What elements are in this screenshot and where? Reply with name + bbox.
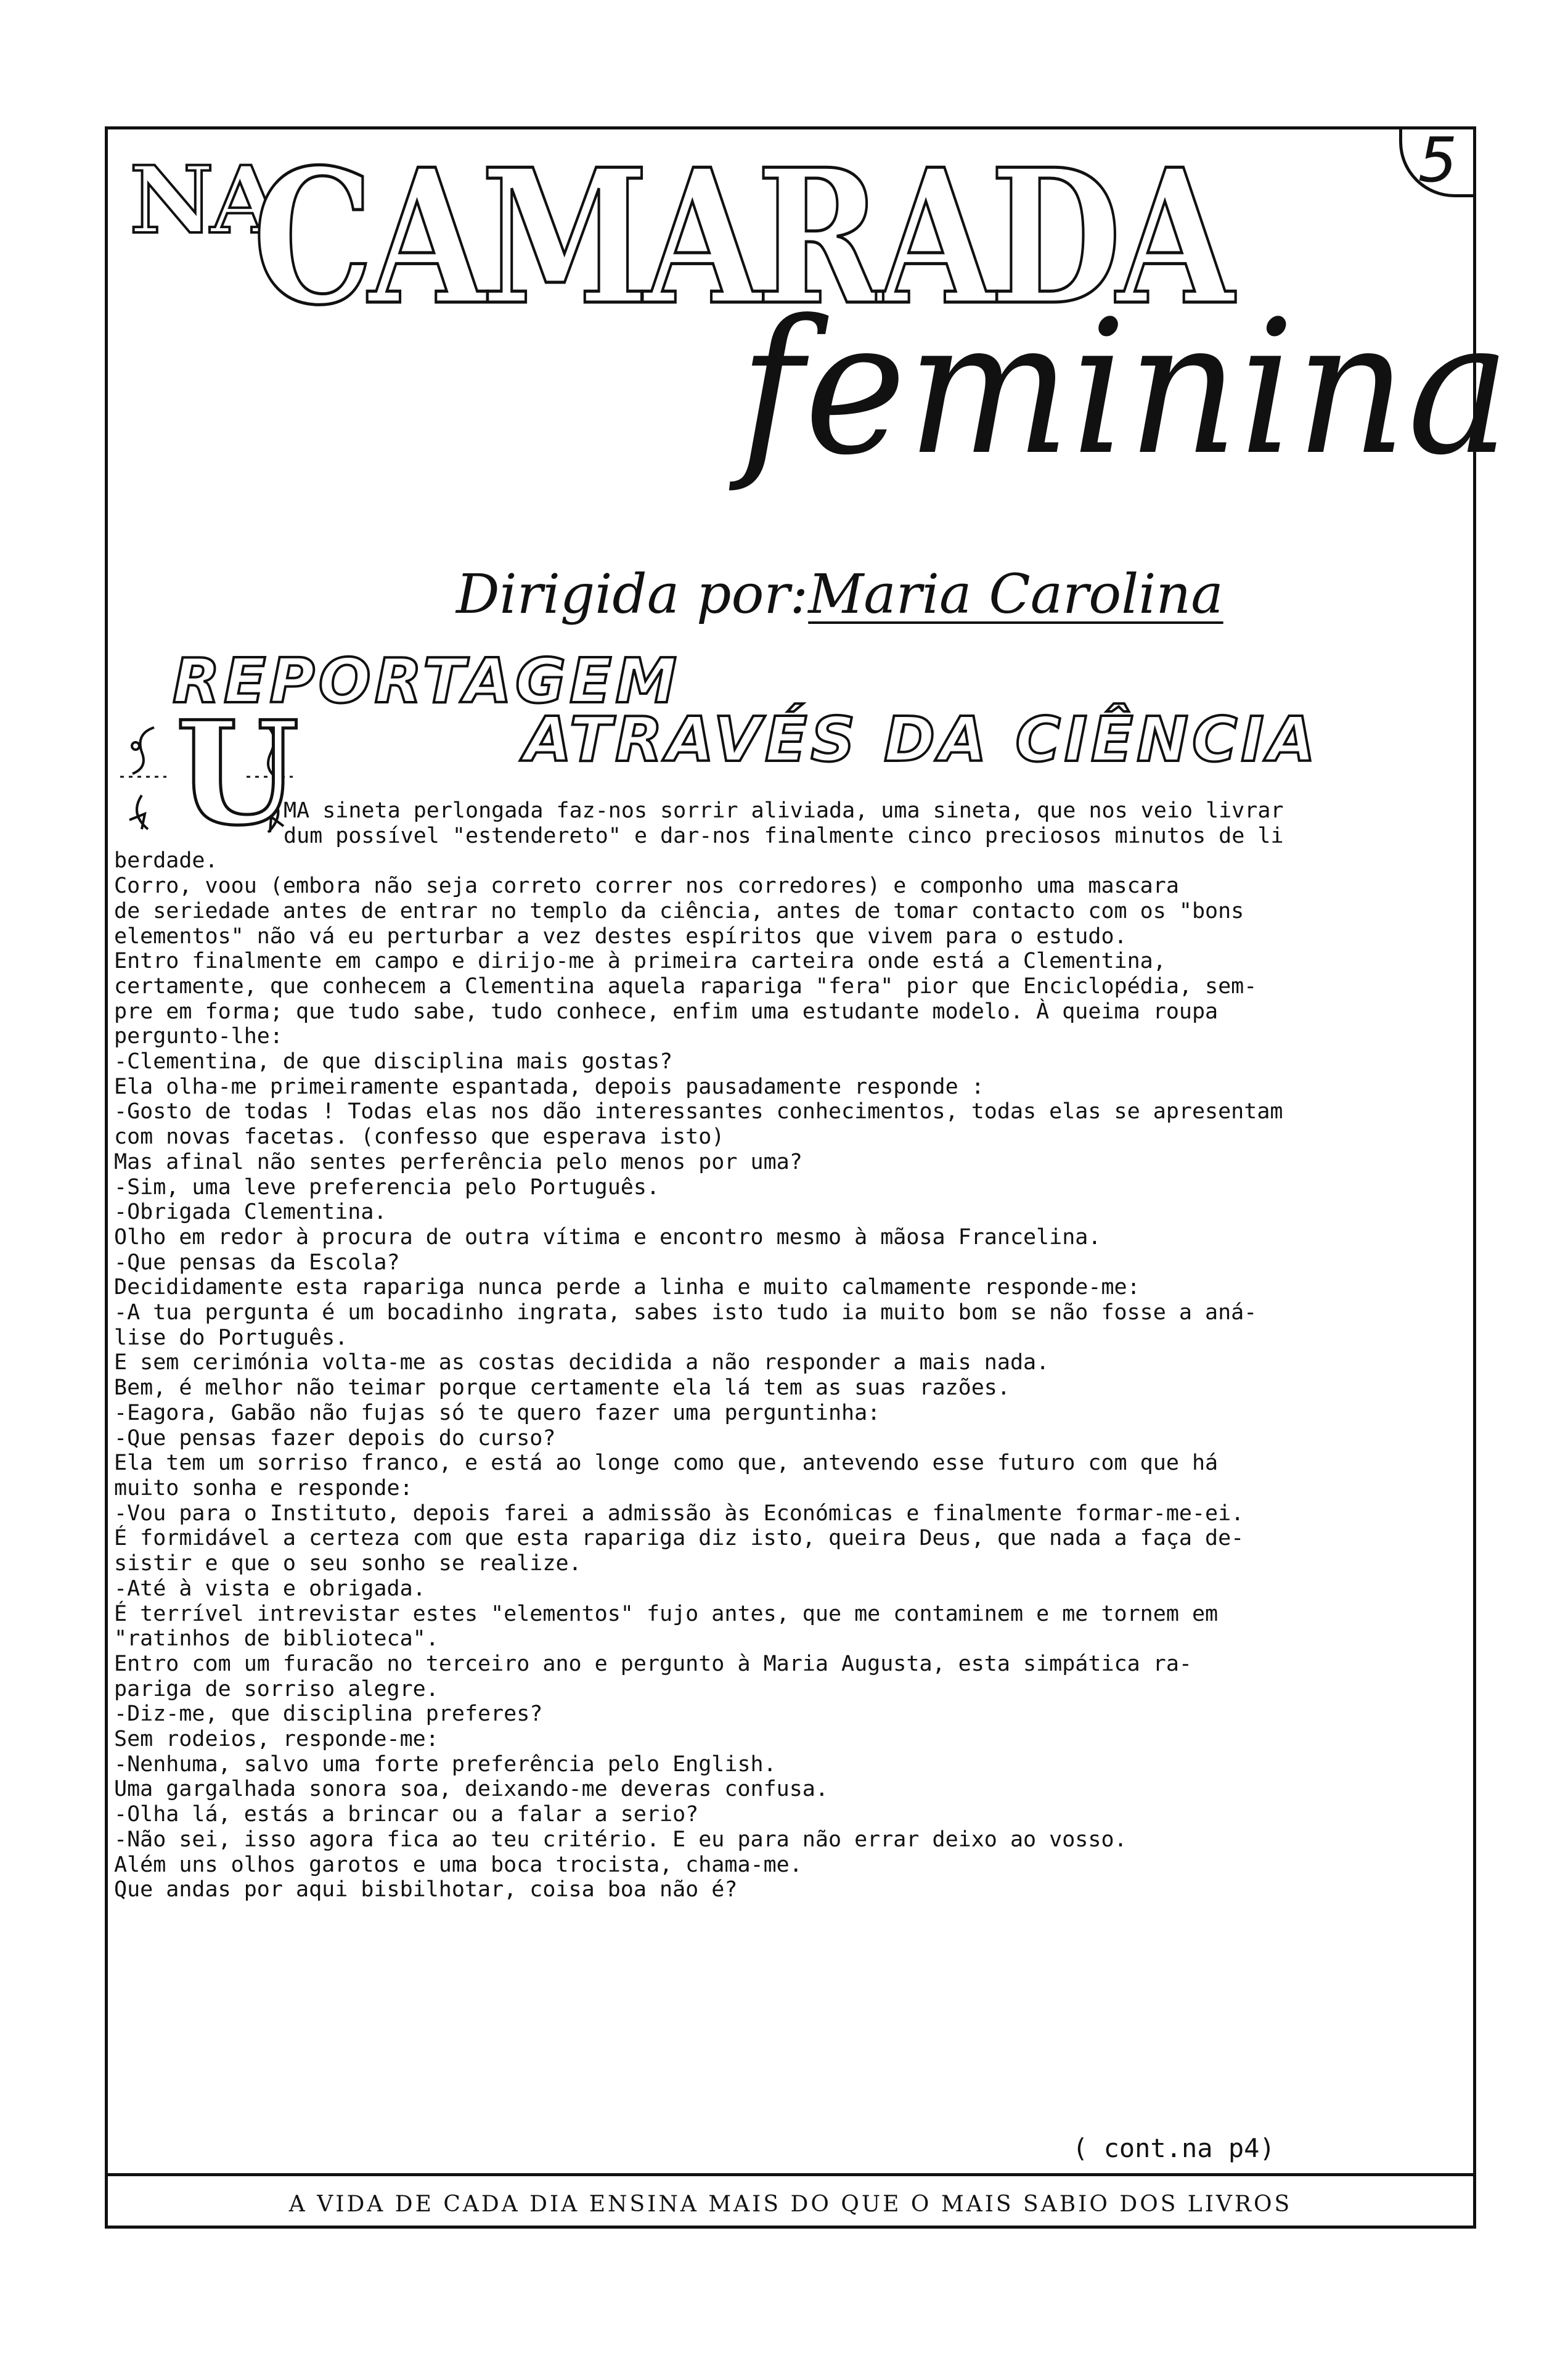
article-line: -Até à vista e obrigada. — [114, 1576, 426, 1601]
masthead-na: NA — [129, 146, 279, 255]
article-line: Sem rodeios, responde-me: — [114, 1727, 439, 1752]
article-line: MA sineta perlongada faz-nos sorrir aliviada, uma sineta, que nos veio livrar — [284, 798, 1284, 823]
article-line: -Sim, uma leve preferencia pelo Português. — [114, 1174, 660, 1200]
article-line: Entro finalmente em campo e dirijo-me à primeira carteira onde está a Clementina, — [114, 949, 1166, 974]
article-line: lise do Português. — [114, 1325, 348, 1350]
article-line: -Que pensas fazer depois do curso? — [114, 1425, 556, 1451]
article-line: Mas afinal não sentes perferência pelo menos por uma? — [114, 1149, 802, 1174]
article-line: de seriedade antes de entrar no templo da ciência, antes de tomar contacto com os "bons — [114, 898, 1244, 924]
article-line: É terrível intrevistar estes "elementos" fujo antes, que me contaminem e me tornem em — [114, 1601, 1219, 1626]
article-line: pergunto-lhe: — [114, 1024, 283, 1049]
article-line: -Diz-me, que disciplina preferes? — [114, 1702, 543, 1727]
article-line: Que andas por aqui bisbilhotar, coisa boa não é? — [114, 1877, 738, 1902]
article-line: pre em forma; que tudo sabe, tudo conhece, enfim uma estudante modelo. À queima roupa — [114, 999, 1219, 1024]
article-line: -Clementina, de que disciplina mais gostas? — [114, 1049, 673, 1075]
article-line: -Que pensas da Escola? — [114, 1250, 400, 1275]
article-line: muito sonha e responde: — [114, 1475, 413, 1501]
article-line: elementos" não vá eu perturbar a vez destes espíritos que vivem para o estudo. — [114, 924, 1127, 949]
article-line: Entro com um furacão no terceiro ano e pergunto à Maria Augusta, esta simpática ra- — [114, 1651, 1192, 1676]
footer-divider — [105, 2173, 1476, 2176]
section-title-line1: REPORTAGEM — [173, 645, 680, 717]
footer-motto: A VIDA DE CADA DIA ENSINA MAIS DO QUE O MAIS SABIO DOS LIVROS — [288, 2192, 1292, 2217]
article-line: pariga de sorriso alegre. — [114, 1676, 439, 1702]
byline-prefix: Dirigida por: — [456, 562, 809, 626]
article-line: com novas facetas. (confesso que esperava isto) — [114, 1124, 725, 1150]
continuation-note: ( cont.na p4) — [1072, 2133, 1275, 2163]
article-line: Olho em redor à procura de outra vítima e encontro mesmo à mãosa Francelina. — [114, 1224, 1101, 1250]
article-line: Bem, é melhor não teimar porque certamente ela lá tem as suas razões. — [114, 1375, 1010, 1401]
article-line: dum possível "estendereto" e dar-nos finalmente cinco preciosos minutos de li — [284, 823, 1284, 848]
article-line: Ela olha-me primeiramente espantada, depois pausadamente responde : — [114, 1074, 984, 1099]
masthead-subtitle: feminina — [740, 281, 1511, 496]
article-line: -Olha lá, estás a brincar ou a falar a serio? — [114, 1802, 699, 1827]
article-line: -Obrigada Clementina. — [114, 1200, 387, 1225]
article-line: -Eagora, Gabão não fujas só te quero fazer uma perguntinha: — [114, 1400, 881, 1425]
article-line: -Nenhuma, salvo uma forte preferência pelo English. — [114, 1751, 777, 1777]
article-line: Além uns olhos garotos e uma boca trocista, chama-me. — [114, 1852, 802, 1877]
article-line: Ela tem um sorriso franco, e está ao longe como que, antevendo esse futuro com que há — [114, 1451, 1219, 1476]
article-line: sistir e que o seu sonho se realize. — [114, 1551, 582, 1576]
byline — [456, 562, 1223, 626]
article-line: Decididamente esta rapariga nunca perde a linha e muito calmamente responde-me: — [114, 1275, 1140, 1300]
article-body — [114, 798, 1470, 1902]
article-line: Uma gargalhada sonora soa, deixando-me deveras confusa. — [114, 1777, 828, 1802]
article-line: -Vou para o Instituto, depois farei a admissão às Económicas e finalmente formar-me-ei. — [114, 1501, 1244, 1526]
section-title-line2: ATRAVÉS DA CIÊNCIA — [524, 703, 1319, 776]
byline-name: Maria Carolina — [808, 562, 1223, 626]
article-line: E sem cerimónia volta-me as costas decidida a não responder a mais nada. — [114, 1350, 1050, 1375]
article-line: É formidável a certeza com que esta rapariga diz isto, queira Deus, que nada a faça de- — [114, 1526, 1244, 1551]
article-line: Corro, voou (embora não seja correto correr nos corredores) e componho uma mascara — [114, 874, 1179, 899]
article-line: -Não sei, isso agora fica ao teu critério. E eu para não errar deixo ao vosso. — [114, 1827, 1127, 1852]
page-number: 5 — [1399, 126, 1473, 197]
masthead-title: CAMARADA — [253, 128, 1229, 346]
article-line: berdade. — [114, 848, 218, 874]
article-line: certamente, que conhecem a Clementina aquela rapariga "fera" pior que Enciclopédia, sem- — [114, 973, 1257, 999]
drop-cap-letter: U — [176, 690, 300, 857]
article-line: -Gosto de todas ! Todas elas nos dão interessantes conhecimentos, todas elas se apresentam — [114, 1099, 1283, 1124]
article-line: -A tua pergunta é um bocadinho ingrata, sabes isto tudo ia muito bom se não fosse a aná- — [114, 1300, 1257, 1325]
article-line: "ratinhos de biblioteca". — [114, 1626, 439, 1652]
